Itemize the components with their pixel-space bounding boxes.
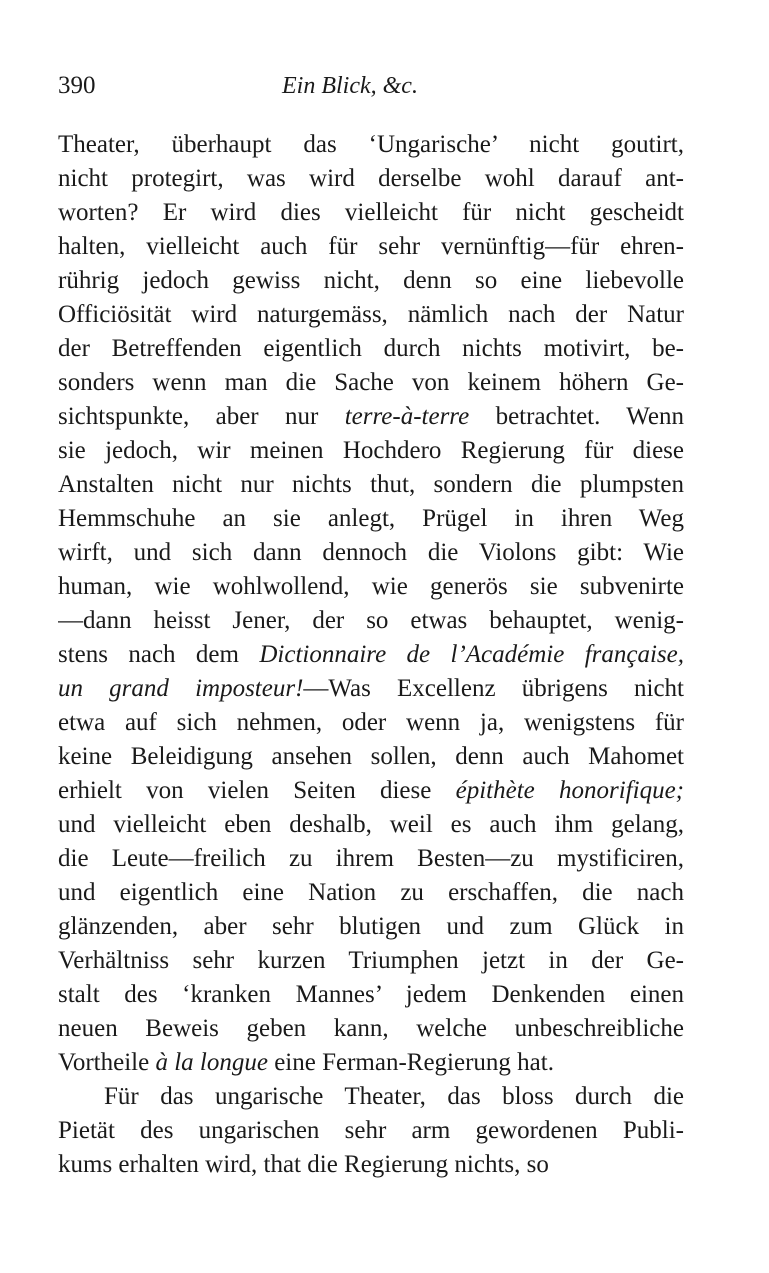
text-line bbox=[58, 502, 684, 536]
text-segment: und eigentlich eine Nation zu erschaffen, die nach bbox=[58, 879, 684, 906]
text-line bbox=[58, 162, 684, 196]
text-segment: halten, vielleicht auch für sehr vernünftig—für ehren- bbox=[58, 233, 684, 260]
text-line bbox=[58, 808, 684, 842]
text-segment: rührig jedoch gewiss nicht, denn so eine liebevolle bbox=[58, 267, 684, 294]
text-line bbox=[58, 196, 684, 230]
text-segment: Anstalten nicht nur nichts thut, sondern die plumpsten bbox=[58, 471, 684, 498]
text-line bbox=[58, 944, 684, 978]
text-segment: —Was Excellenz übrigens nicht bbox=[303, 675, 684, 702]
text-line bbox=[58, 400, 684, 434]
paragraph bbox=[58, 1080, 684, 1182]
text-segment: betrachtet. Wenn bbox=[469, 403, 684, 430]
text-line bbox=[58, 298, 684, 332]
page-number: 390 bbox=[58, 72, 96, 99]
body-text bbox=[58, 128, 684, 1182]
text-segment: etwa auf sich nehmen, oder wenn ja, wenigstens für bbox=[58, 709, 684, 736]
text-segment: —dann heisst Jener, der so etwas behauptet, wenig- bbox=[58, 607, 684, 634]
text-line bbox=[58, 672, 684, 706]
text-segment: wirft, und sich dann dennoch die Violons gibt: Wie bbox=[58, 539, 684, 566]
italic-text: terre-à-terre bbox=[344, 403, 470, 430]
text-segment: stens nach dem bbox=[58, 641, 260, 668]
text-segment: worten? Er wird dies vielleicht für nicht gescheidt bbox=[58, 199, 684, 226]
text-segment: der Betreffenden eigentlich durch nichts motivirt, be- bbox=[58, 335, 684, 362]
text-line bbox=[58, 1080, 684, 1114]
text-line bbox=[58, 1046, 684, 1080]
text-line bbox=[58, 366, 684, 400]
text-line bbox=[58, 774, 684, 808]
text-segment: Für das ungarische Theater, das bloss durch die bbox=[104, 1083, 684, 1110]
text-line bbox=[58, 264, 684, 298]
text-segment: sonders wenn man die Sache von keinem höhern Ge- bbox=[58, 369, 684, 396]
text-line bbox=[58, 332, 684, 366]
text-line bbox=[58, 230, 684, 264]
text-segment: sie jedoch, wir meinen Hochdero Regierung für diese bbox=[58, 437, 684, 464]
text-line bbox=[58, 876, 684, 910]
text-line bbox=[58, 842, 684, 876]
text-line bbox=[58, 1148, 684, 1182]
text-segment: glänzenden, aber sehr blutigen und zum Glück in bbox=[58, 913, 684, 940]
text-segment: Pietät des ungarischen sehr arm gewordenen Publi- bbox=[58, 1117, 684, 1144]
text-segment: Vortheile bbox=[58, 1049, 156, 1076]
text-segment: keine Beleidigung ansehen sollen, denn auch Mahomet bbox=[58, 743, 684, 770]
text-segment: nicht protegirt, was wird derselbe wohl darauf ant- bbox=[58, 165, 684, 192]
text-line bbox=[58, 536, 684, 570]
running-head: Ein Blick, &c. bbox=[282, 73, 418, 99]
text-line bbox=[58, 468, 684, 502]
text-line bbox=[58, 570, 684, 604]
text-line bbox=[58, 434, 684, 468]
italic-text: un grand imposteur! bbox=[58, 675, 304, 702]
paragraph bbox=[58, 128, 684, 1080]
text-segment: human, wie wohlwollend, wie generös sie subvenirte bbox=[58, 573, 684, 600]
text-segment: und vielleicht eben deshalb, weil es auch ihm gelang, bbox=[58, 811, 684, 838]
text-segment: eine Ferman-Regierung hat. bbox=[267, 1049, 554, 1076]
text-segment: stalt des ‘kranken Mannes’ jedem Denkenden einen bbox=[58, 981, 684, 1008]
text-line bbox=[58, 706, 684, 740]
italic-text: à la longue bbox=[155, 1049, 268, 1076]
text-line bbox=[58, 978, 684, 1012]
text-segment: kums erhalten wird, that die Regierung nichts, so bbox=[58, 1151, 549, 1178]
text-segment: sichtspunkte, aber nur bbox=[58, 403, 345, 430]
text-line bbox=[58, 128, 684, 162]
text-segment: Hemmschuhe an sie anlegt, Prügel in ihren Weg bbox=[58, 505, 684, 532]
text-segment: neuen Beweis geben kann, welche unbeschreibliche bbox=[58, 1015, 684, 1042]
text-segment: erhielt von vielen Seiten diese bbox=[58, 777, 456, 804]
text-line bbox=[58, 604, 684, 638]
text-line bbox=[58, 1012, 684, 1046]
text-segment: Verhältniss sehr kurzen Triumphen jetzt in der Ge- bbox=[58, 947, 684, 974]
text-line bbox=[58, 910, 684, 944]
text-line bbox=[58, 638, 684, 672]
text-line bbox=[58, 1114, 684, 1148]
text-line bbox=[58, 740, 684, 774]
text-segment: die Leute—freilich zu ihrem Besten—zu mystificiren, bbox=[58, 845, 684, 872]
page-header bbox=[58, 68, 688, 108]
italic-text: épithète honorifique; bbox=[455, 777, 684, 804]
text-segment: Officiösität wird naturgemäss, nämlich nach der Natur bbox=[58, 301, 684, 328]
italic-text: Dictionnaire de l’Académie française, bbox=[259, 641, 684, 668]
text-segment: Theater, überhaupt das ‘Ungarische’ nicht goutirt, bbox=[58, 131, 684, 158]
